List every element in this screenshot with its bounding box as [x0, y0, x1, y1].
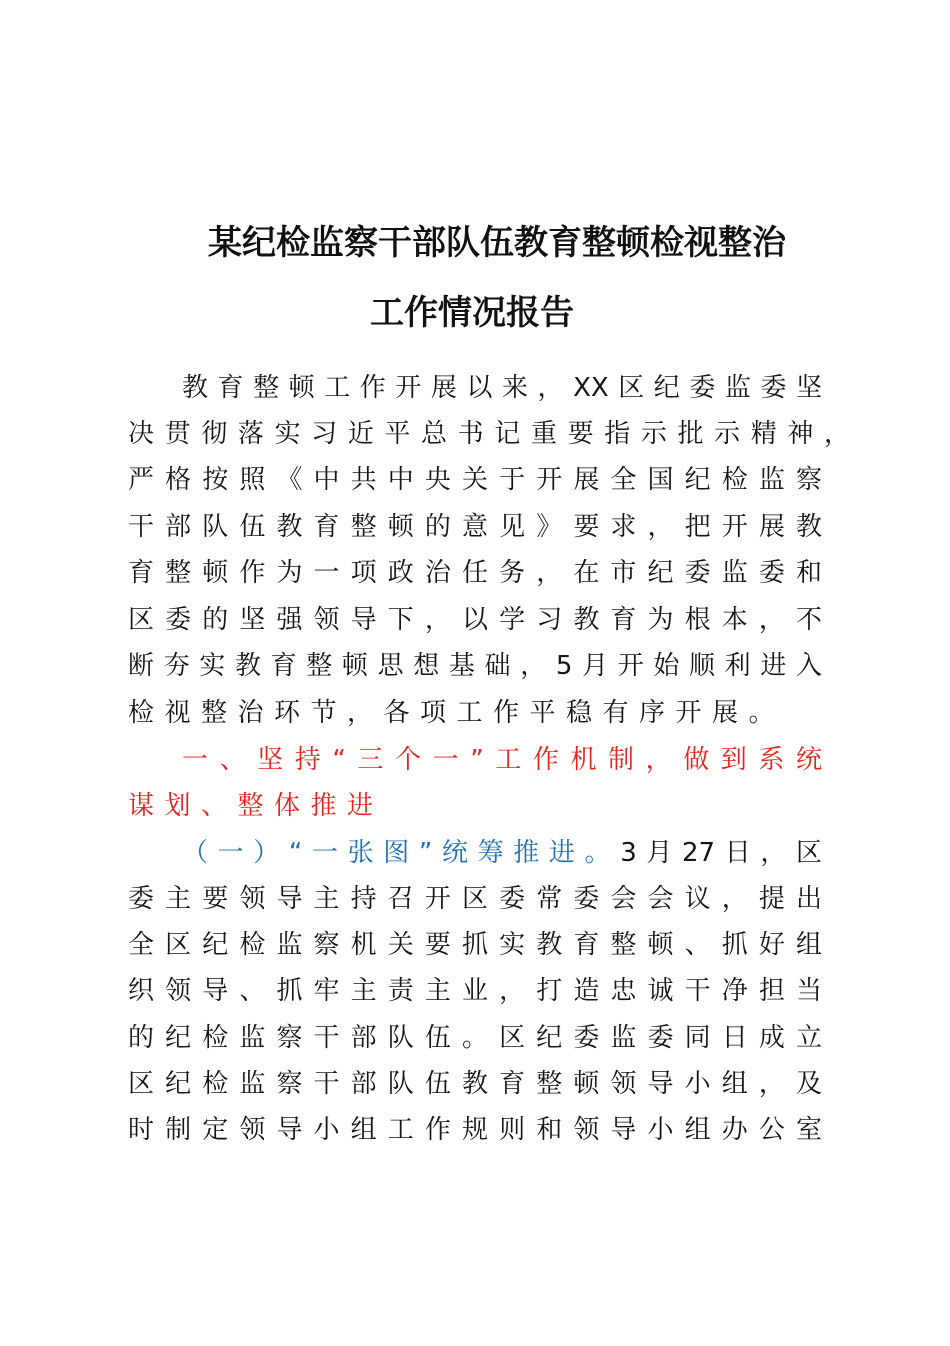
- paragraph-line: 时制定领导小组工作规则和领导小组办公室: [128, 1115, 822, 1145]
- subheading-label: （一）“一张图”统筹推进。: [182, 838, 621, 868]
- paragraph-line: 检视整治环节，各项工作平稳有序开展。: [128, 698, 786, 728]
- subheading-rest: 3月27日，区: [620, 838, 822, 868]
- paragraph-line: 区纪检监察干部队伍教育整顿领导小组，及: [128, 1069, 822, 1099]
- paragraph-line: 全区纪检监察机关要抓实教育整顿、抓好组: [128, 930, 822, 960]
- paragraph-line: 的纪检监察干部队伍。区纪委监委同日成立: [128, 1023, 822, 1053]
- section-heading-line-2: 谋划、整体推进: [128, 791, 384, 821]
- paragraph-line: 教育整顿工作开展以来，XX区纪委监委坚: [182, 373, 822, 403]
- document-title-line-2: 工作情况报告: [370, 293, 574, 333]
- paragraph-line: 严格按照《中共中央关于开展全国纪检监察: [128, 465, 822, 495]
- section-heading-line-1: 一、坚持“三个一”工作机制，做到系统: [182, 745, 822, 775]
- paragraph-line: 织领导、抓牢主责主业，打造忠诚干净担当: [128, 976, 822, 1006]
- paragraph-line: 育整顿作为一项政治任务，在市纪委监委和: [128, 558, 822, 588]
- paragraph-line: 干部队伍教育整顿的意见》要求，把开展教: [128, 512, 822, 542]
- paragraph-line: 委主要领导主持召开区委常委会会议，提出: [128, 884, 822, 914]
- subheading-line: [182, 830, 822, 876]
- paragraph-line: 断夯实教育整顿思想基础，5月开始顺利进入: [128, 651, 822, 681]
- paragraph-line: 决贯彻落实习近平总书记重要指示批示精神，: [128, 419, 850, 449]
- document-title-line-1: 某纪检监察干部队伍教育整顿检视整治: [208, 223, 786, 263]
- paragraph-line: 区委的坚强领导下，以学习教育为根本，不: [128, 605, 822, 635]
